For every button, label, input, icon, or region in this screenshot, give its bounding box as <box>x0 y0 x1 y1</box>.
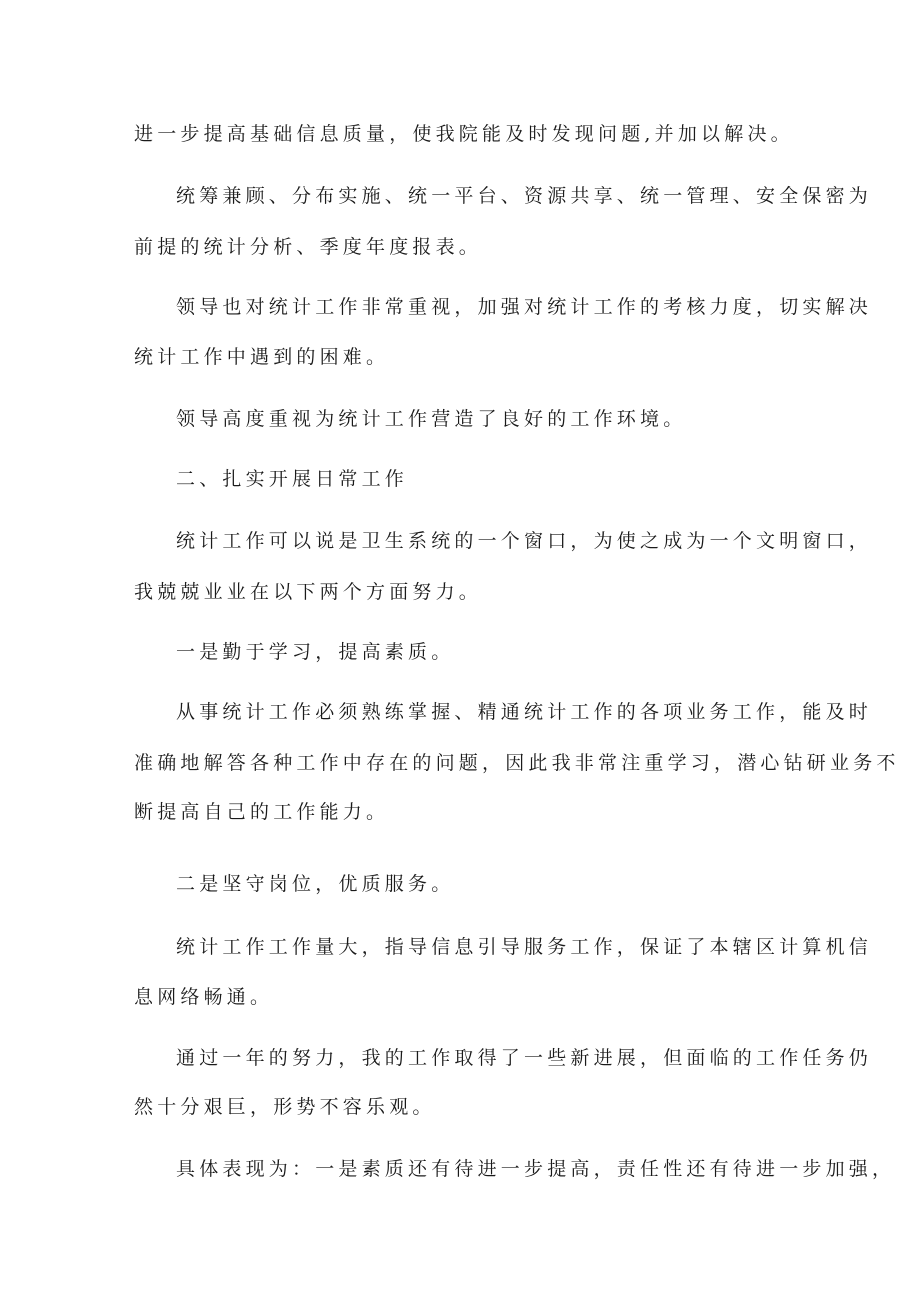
paragraph-line: 一是勤于学习，提高素质。 <box>176 641 455 663</box>
paragraph-line: 然十分艰巨，形势不容乐观。 <box>134 1096 436 1118</box>
paragraph-line: 准确地解答各种工作中存在的问题，因此我非常注重学习，潜心钻研业务不 <box>134 752 900 774</box>
paragraph-line: 通过一年的努力，我的工作取得了一些新进展，但面临的工作任务仍 <box>176 1047 873 1069</box>
paragraph-line: 统计工作可以说是卫生系统的一个窗口，为使之成为一个文明窗口， <box>176 530 873 552</box>
paragraph-line: 进一步提高基础信息质量，使我院能及时发现问题,并加以解决。 <box>134 123 794 145</box>
paragraph-line: 二是坚守岗位，优质服务。 <box>176 873 455 895</box>
paragraph-line: 具体表现为：一是素质还有待进一步提高，责任性还有待进一步加强， <box>176 1158 896 1180</box>
paragraph-line: 领导高度重视为统计工作营造了良好的工作环境。 <box>176 408 687 430</box>
paragraph-line: 前提的统计分析、季度年度报表。 <box>134 236 483 258</box>
section-heading: 二、扎实开展日常工作 <box>176 468 409 490</box>
paragraph-line: 统筹兼顾、分布实施、统一平台、资源共享、统一管理、安全保密为 <box>176 185 873 207</box>
paragraph-line: 我兢兢业业在以下两个方面努力。 <box>134 581 483 603</box>
paragraph-line: 息网络畅通。 <box>134 986 274 1008</box>
paragraph-line: 从事统计工作必须熟练掌握、精通统计工作的各项业务工作，能及时 <box>176 701 873 723</box>
paragraph-line: 断提高自己的工作能力。 <box>134 801 390 823</box>
paragraph-line: 统计工作工作量大，指导信息引导服务工作，保证了本辖区计算机信 <box>176 936 873 958</box>
paragraph-line: 统计工作中遇到的困难。 <box>134 346 390 368</box>
paragraph-line: 领导也对统计工作非常重视，加强对统计工作的考核力度，切实解决 <box>176 296 873 318</box>
